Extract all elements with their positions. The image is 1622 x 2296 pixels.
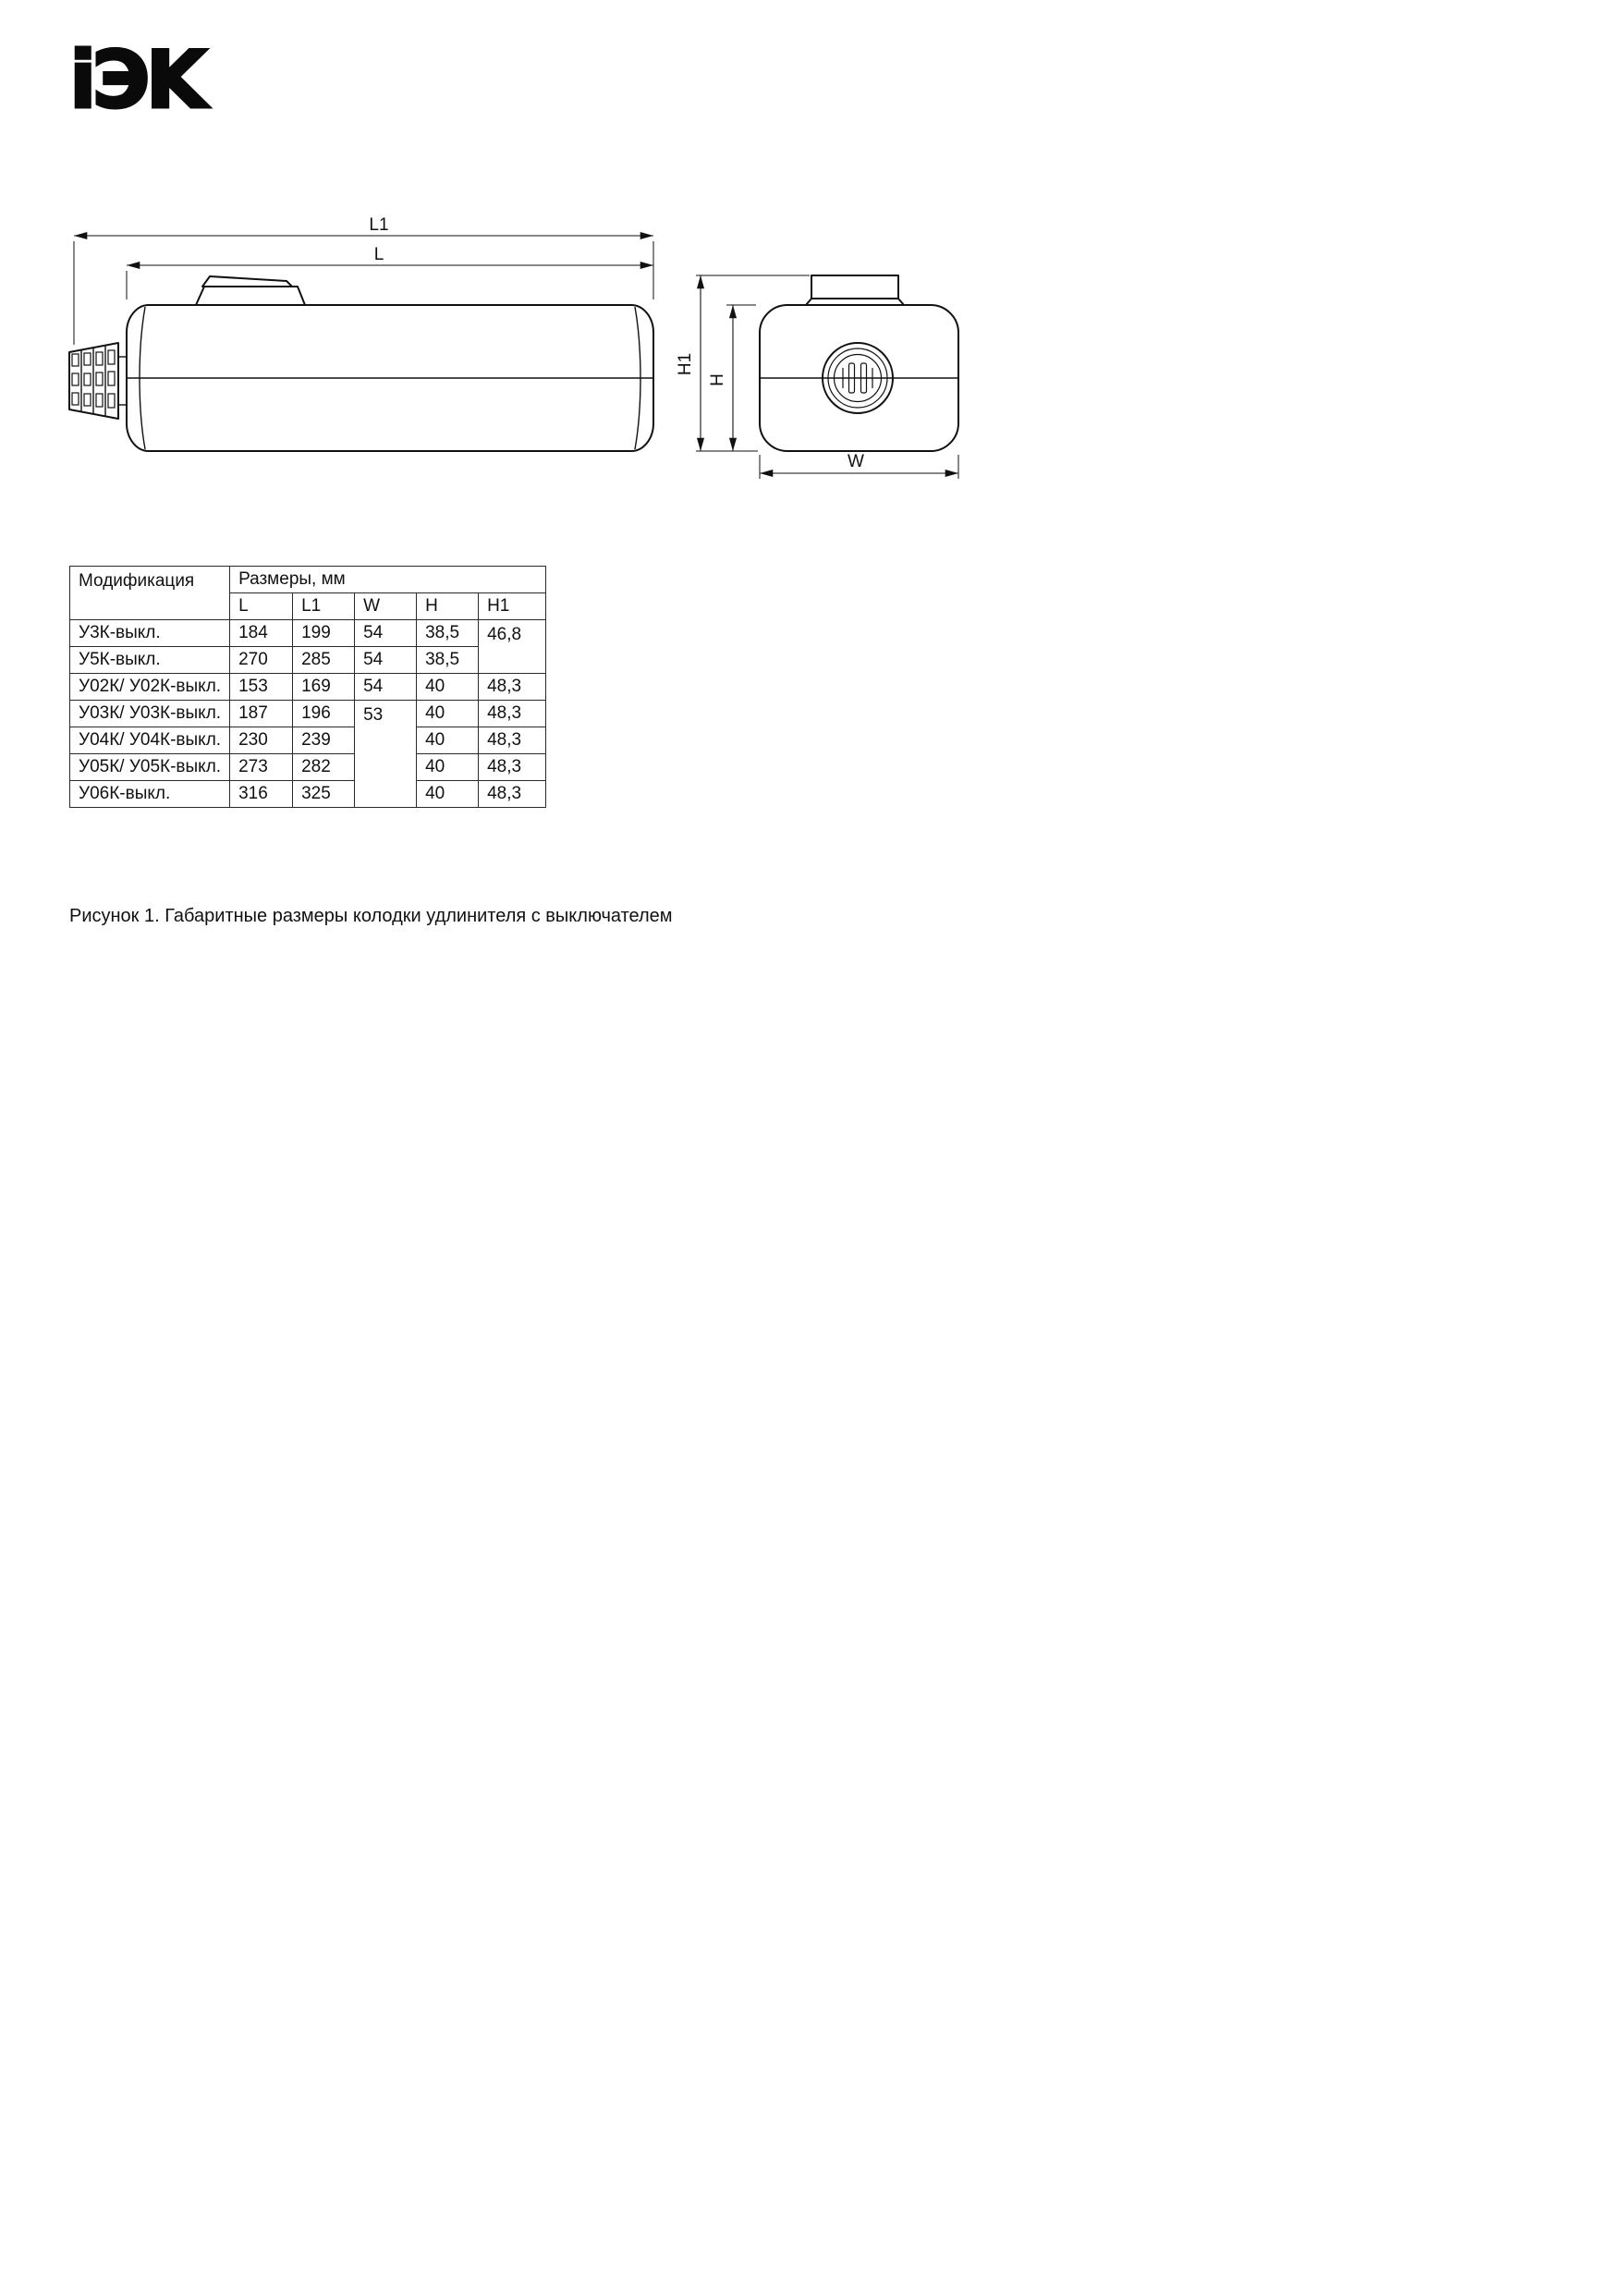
cell-h1: 48,3 (479, 727, 546, 754)
header-col-h: H (417, 593, 479, 620)
table-row (70, 620, 546, 647)
cell-l: 230 (230, 727, 293, 754)
cell-l1: 285 (293, 647, 355, 674)
header-col-l1: L1 (293, 593, 355, 620)
dim-label-h: H (708, 373, 727, 386)
end-view (676, 275, 958, 479)
cell-w: 54 (355, 620, 417, 647)
cell-h: 38,5 (417, 647, 479, 674)
switch-side (196, 276, 305, 305)
table-row (70, 701, 546, 727)
dim-label-l1: L1 (369, 217, 389, 235)
dimension-drawing (65, 217, 980, 499)
dim-w (760, 452, 958, 479)
cell-h1: 48,3 (479, 781, 546, 808)
cell-w: 54 (355, 674, 417, 701)
table-row (70, 674, 546, 701)
cell-w: 53 (355, 701, 417, 808)
cell-name: У05К/ У05К-выкл. (70, 754, 230, 781)
cell-name: У02К/ У02К-выкл. (70, 674, 230, 701)
table-row (70, 647, 546, 674)
cell-name: У03К/ У03К-выкл. (70, 701, 230, 727)
dim-h1 (676, 275, 810, 451)
iek-logo (69, 41, 226, 118)
cell-name: У5К-выкл. (70, 647, 230, 674)
header-col-h1: H1 (479, 593, 546, 620)
cell-l1: 282 (293, 754, 355, 781)
dim-label-w: W (848, 452, 864, 471)
header-col-w: W (355, 593, 417, 620)
cell-h: 40 (417, 727, 479, 754)
figure-caption: Рисунок 1. Габаритные размеры колодки удлинителя с выключателем (69, 906, 673, 926)
cell-h: 40 (417, 754, 479, 781)
switch-end (806, 275, 904, 305)
block-body-side (127, 305, 653, 451)
cell-h: 40 (417, 781, 479, 808)
cell-h: 40 (417, 701, 479, 727)
cell-l1: 325 (293, 781, 355, 808)
block-body-end (760, 305, 958, 451)
cell-name: У3К-выкл. (70, 620, 230, 647)
side-view (69, 217, 653, 451)
header-col-l: L (230, 593, 293, 620)
cell-w: 54 (355, 647, 417, 674)
cell-h1: 48,3 (479, 674, 546, 701)
header-dimensions-group: Размеры, мм (230, 567, 546, 593)
dimensions-table (69, 566, 546, 808)
header-modification: Модификация (70, 567, 230, 620)
cell-l: 187 (230, 701, 293, 727)
cell-l: 153 (230, 674, 293, 701)
cell-h: 40 (417, 674, 479, 701)
cell-l: 273 (230, 754, 293, 781)
table-row (70, 781, 546, 808)
cell-h1: 48,3 (479, 701, 546, 727)
iek-logo-text: iЭK (69, 41, 203, 118)
cell-l: 316 (230, 781, 293, 808)
dim-l (127, 245, 653, 299)
cell-h: 38,5 (417, 620, 479, 647)
cell-l: 270 (230, 647, 293, 674)
dim-label-l: L (373, 245, 384, 264)
table-header-row-1 (70, 567, 546, 593)
cell-h1: 48,3 (479, 754, 546, 781)
cell-name: У04К/ У04К-выкл. (70, 727, 230, 754)
cell-h1: 46,8 (479, 620, 546, 674)
cell-l1: 169 (293, 674, 355, 701)
cable-gland (69, 343, 128, 419)
cell-name: У06К-выкл. (70, 781, 230, 808)
dim-l1 (74, 217, 653, 345)
dim-label-h1: H1 (676, 352, 695, 376)
dim-h (708, 305, 756, 451)
cell-l: 184 (230, 620, 293, 647)
cell-l1: 239 (293, 727, 355, 754)
cell-l1: 199 (293, 620, 355, 647)
table-row (70, 754, 546, 781)
cell-l1: 196 (293, 701, 355, 727)
table-row (70, 727, 546, 754)
